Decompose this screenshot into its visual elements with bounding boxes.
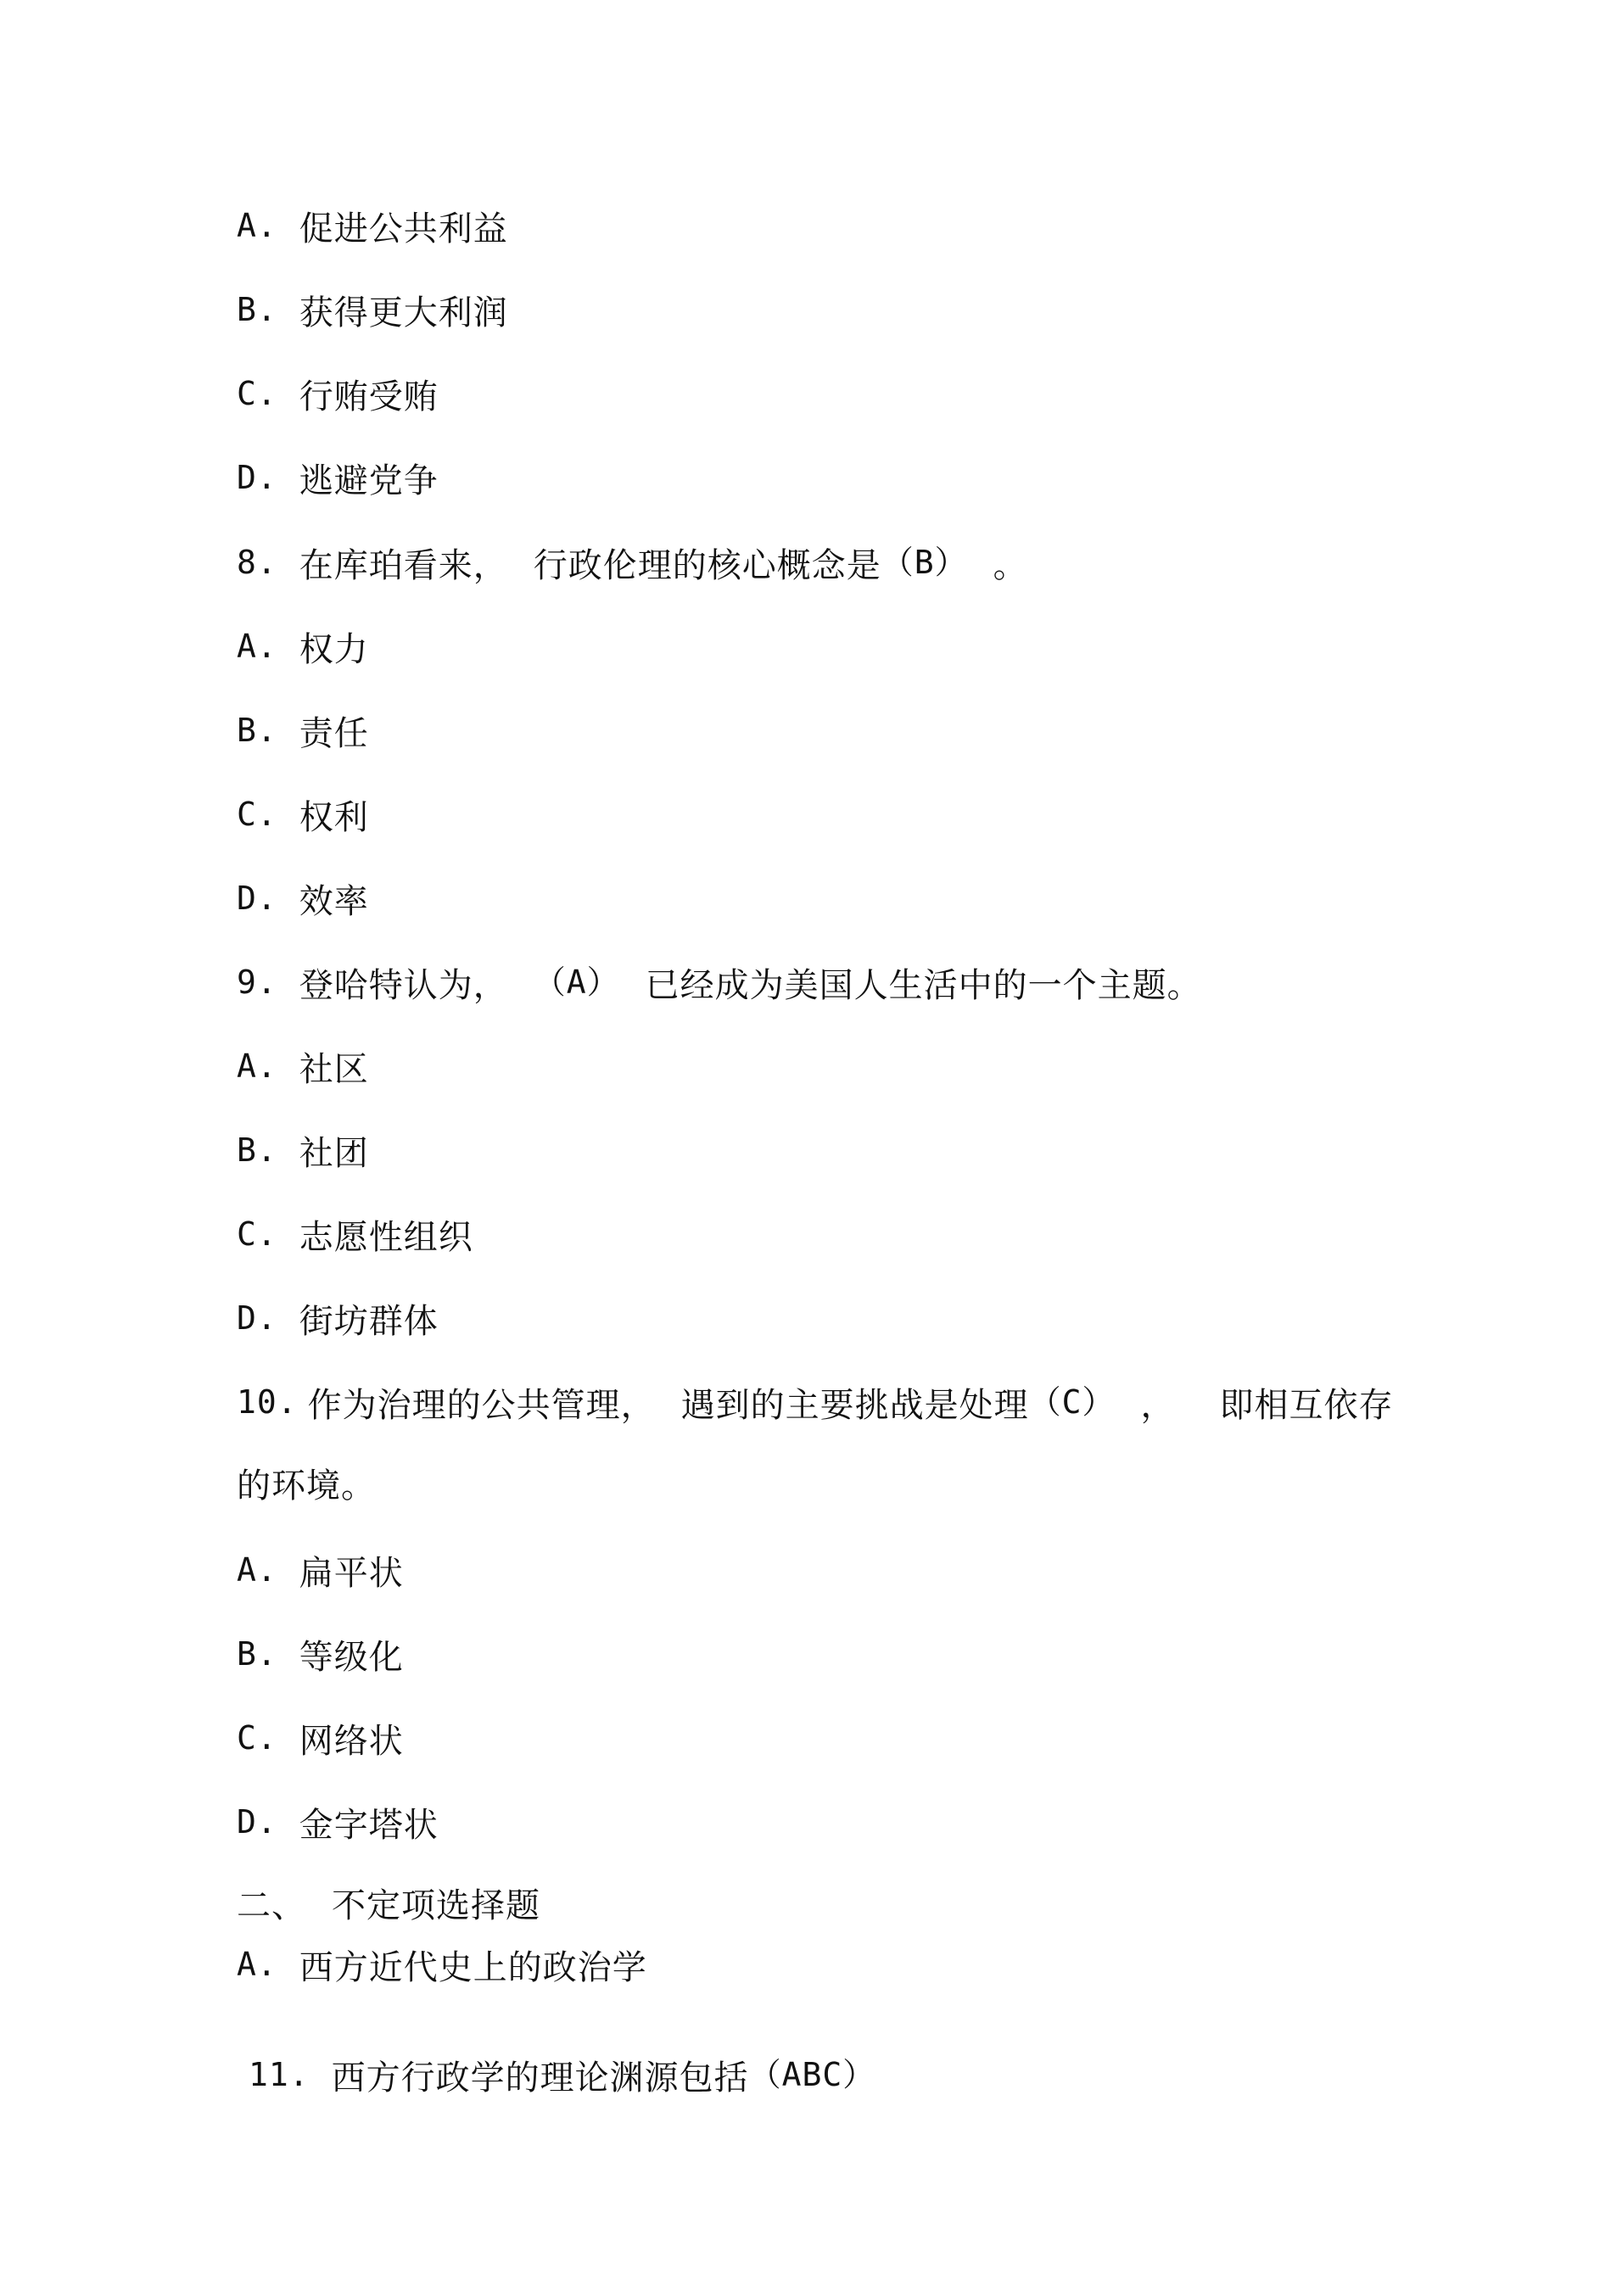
option-text: 扁平状	[299, 1554, 404, 1593]
stray-option-a	[237, 1942, 647, 1990]
question-text-line2: 的环境。	[237, 1466, 376, 1506]
q7-option-b	[237, 288, 508, 335]
q7-option-d	[237, 455, 439, 503]
question-text-part3: 。	[993, 546, 1028, 585]
question-text-part2: 已经成为美国人生活中的一个主题。	[645, 966, 1202, 1005]
option-text: 网络状	[299, 1722, 404, 1761]
q8-option-d	[237, 876, 369, 924]
q7-option-a	[237, 204, 508, 251]
option-text: 行贿受贿	[299, 377, 439, 416]
option-label: C.	[237, 1215, 277, 1253]
q7-option-c	[237, 371, 439, 419]
question-text-part3: ，	[1140, 1386, 1176, 1425]
option-label: C.	[237, 375, 277, 412]
option-label: A.	[237, 628, 277, 665]
q10-option-a	[237, 1548, 404, 1595]
q8-option-a	[237, 624, 369, 672]
question-text-part1: 登哈特认为，	[299, 966, 508, 1005]
option-label: B.	[237, 1635, 277, 1673]
option-label: C.	[237, 796, 277, 833]
option-text: 权力	[299, 630, 369, 669]
option-text: 社区	[299, 1050, 369, 1089]
q10-option-c	[237, 1716, 404, 1763]
option-text: 志愿性组织	[299, 1218, 473, 1257]
question-answer: （B）	[881, 544, 968, 581]
q9-option-d	[237, 1296, 439, 1344]
question-10	[237, 1380, 1394, 1427]
option-label: D.	[237, 1803, 277, 1841]
question-11	[249, 2053, 875, 2100]
question-text-part4: 即相互依存	[1219, 1386, 1394, 1425]
option-text: 逃避党争	[299, 461, 439, 500]
question-number: 10.	[237, 1383, 298, 1421]
q10-option-b	[237, 1632, 404, 1679]
option-label: B.	[237, 1131, 277, 1169]
option-text: 西方近代史上的政治学	[299, 1948, 647, 1987]
question-8	[237, 540, 1028, 588]
option-label: B.	[237, 291, 277, 328]
option-text: 效率	[299, 882, 369, 921]
option-text: 责任	[299, 714, 369, 753]
option-text: 等级化	[299, 1638, 404, 1677]
question-text-part2: 遇到的主要挑战是处理	[680, 1386, 1029, 1425]
option-label: A.	[237, 1551, 277, 1589]
q9-option-b	[237, 1128, 369, 1176]
q10-option-d	[237, 1800, 439, 1847]
question-9	[237, 960, 1202, 1008]
question-number: 8.	[237, 544, 277, 581]
q8-option-c	[237, 792, 369, 840]
option-label: D.	[237, 880, 277, 917]
option-label: B.	[237, 712, 277, 749]
option-label: D.	[237, 1299, 277, 1337]
section-number: 二、	[237, 1886, 306, 1925]
q9-option-a	[237, 1044, 369, 1092]
question-10-continuation	[237, 1464, 376, 1508]
option-label: D.	[237, 459, 277, 496]
section-title: 不定项选择题	[332, 1886, 540, 1925]
question-text-part1: 作为治理的公共管理，	[307, 1386, 656, 1425]
option-label: A.	[237, 1047, 277, 1085]
section-heading	[237, 1884, 540, 1928]
option-label: C.	[237, 1719, 277, 1757]
question-answer: （A）	[533, 964, 620, 1001]
option-text: 社团	[299, 1134, 369, 1173]
option-label: A.	[237, 1946, 277, 1983]
option-text: 街坊群体	[299, 1302, 439, 1341]
option-text: 获得更大利润	[299, 293, 508, 332]
option-text: 金字塔状	[299, 1806, 439, 1845]
question-text: 西方行政学的理论渊源包括	[331, 2059, 749, 2098]
question-number: 9.	[237, 964, 277, 1001]
option-text: 促进公共利益	[299, 209, 508, 249]
question-number: 11.	[249, 2056, 310, 2093]
question-text-part2: 行政伦理的核心概念是	[533, 546, 881, 585]
question-text-part1: 在库珀看来，	[299, 546, 508, 585]
q9-option-c	[237, 1212, 473, 1260]
option-text: 权利	[299, 798, 369, 837]
q8-option-b	[237, 708, 369, 756]
question-answer: （ABC）	[748, 2056, 876, 2093]
question-answer: （C）	[1028, 1383, 1116, 1421]
option-label: A.	[237, 207, 277, 244]
